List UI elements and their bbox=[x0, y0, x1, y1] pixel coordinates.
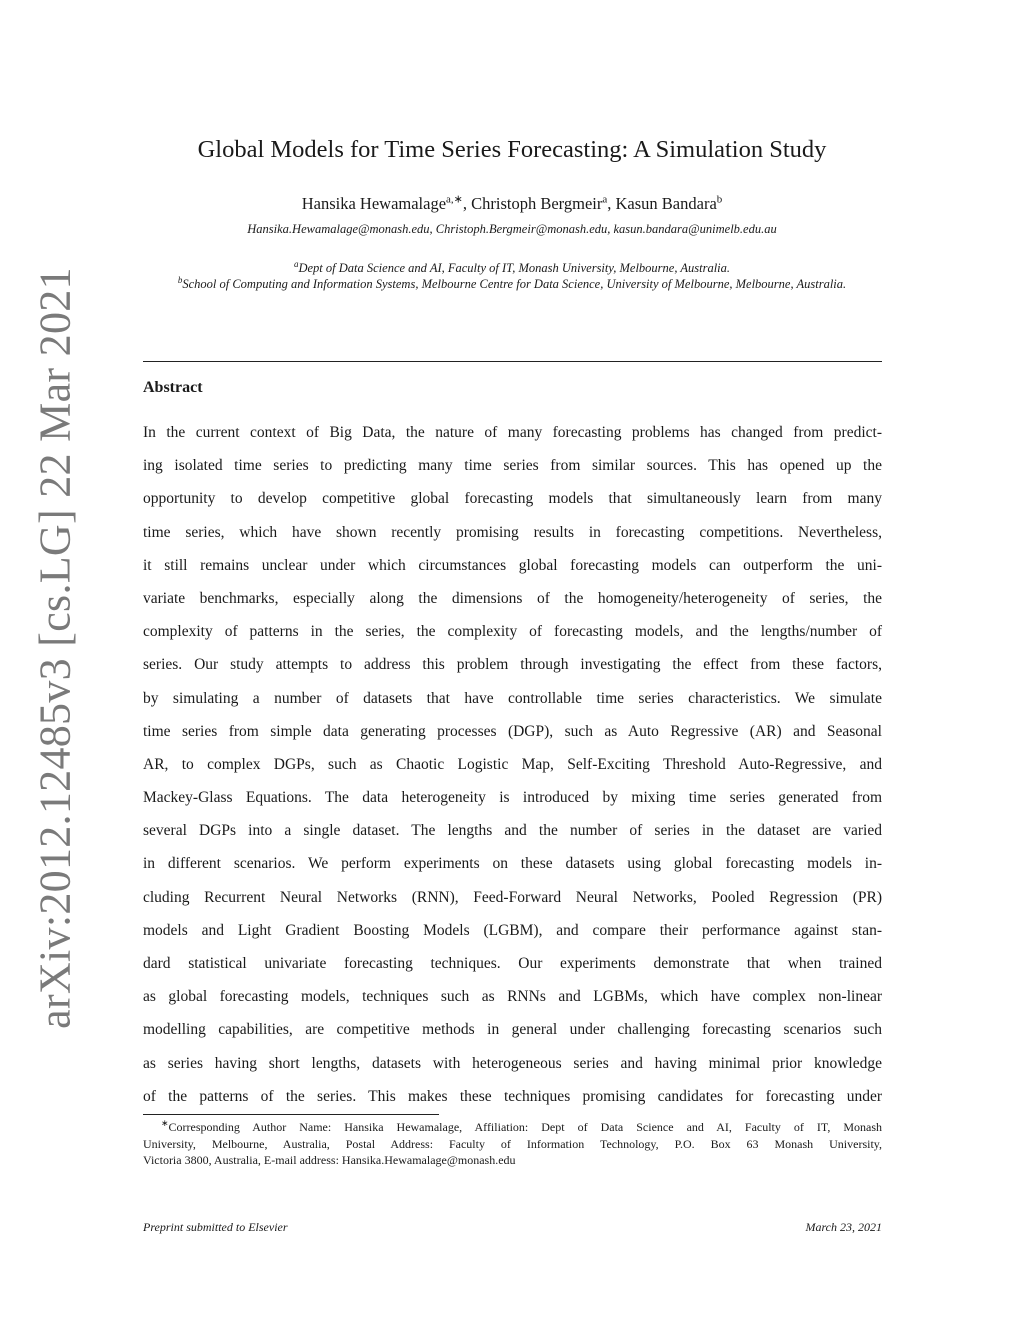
abstract-line: variate benchmarks, especially along the dimensions of the homogeneity/heterogeneity of series, the bbox=[143, 589, 882, 607]
footer-journal-note: Preprint submitted to Elsevier bbox=[143, 1220, 288, 1234]
abstract-line: In the current context of Big Data, the nature of many forecasting problems has changed from predict- bbox=[143, 424, 882, 441]
author-name: Hansika Hewamalage bbox=[301, 193, 447, 213]
footnote-line: University, Melbourne, Australia, Postal Address: Faculty of Information Technology, P.O. Box 63 Monash University, bbox=[143, 1136, 882, 1151]
abstract-body bbox=[143, 416, 882, 1113]
paper-title: Global Models for Time Series Forecasting: A Simulation Study bbox=[197, 136, 827, 163]
affiliation-text: Dept of Data Science and AI, Faculty of IT, Monash University, Melbourne, Australia. bbox=[298, 261, 731, 276]
author-separator: , bbox=[607, 193, 616, 213]
abstract-line: series. Our study attempts to address this problem through investigating the effect from these factors, bbox=[143, 656, 882, 674]
abstract-line: AR, to complex DGPs, such as Chaotic Logistic Map, Self-Exciting Threshold Auto-Regressive, and bbox=[143, 755, 882, 773]
abstract-line: time series from simple data generating processes (DGP), such as Auto Regressive (AR) and Seasonal bbox=[143, 722, 882, 740]
affiliation-mark: b bbox=[177, 275, 183, 285]
abstract-line: as series having short lengths, datasets with heterogeneous series and having minimal prior knowledge bbox=[143, 1054, 882, 1072]
abstract-line: Mackey-Glass Equations. The data heterogeneity is introduced by mixing time series generated from bbox=[143, 789, 882, 807]
abstract-line: time series, which have shown recently promising results in forecasting competitions. Nevertheless, bbox=[143, 523, 882, 541]
footnote-mark: ∗ bbox=[161, 1118, 169, 1128]
abstract-line: opportunity to develop competitive global forecasting models that simultaneously learn from many bbox=[143, 490, 882, 508]
abstract-heading: Abstract bbox=[143, 379, 203, 396]
abstract-line: in different scenarios. We perform experiments on these datasets using global forecasting models in- bbox=[143, 855, 882, 873]
abstract-line: it still remains unclear under which circumstances global forecasting models can outperform the uni- bbox=[143, 556, 882, 574]
abstract-line: by simulating a number of datasets that have controllable time series characteristics. We simulate bbox=[143, 689, 882, 707]
author-name: Kasun Bandara bbox=[615, 193, 717, 213]
affiliation-text: School of Computing and Information Systems, Melbourne Centre for Data Science, University of Melbourne, Melbourne, Australia. bbox=[182, 277, 847, 292]
abstract-line: cluding Recurrent Neural Networks (RNN), Feed-Forward Neural Networks, Pooled Regression (PR) bbox=[143, 888, 882, 906]
arxiv-identifier: arXiv:2012.12485v3 [cs.LG] 22 Mar 2021 bbox=[30, 267, 80, 1029]
abstract-line: as global forecasting models, techniques such as RNNs and LGBMs, which have complex non-linear bbox=[143, 988, 882, 1006]
abstract-line: several DGPs into a single dataset. The lengths and the number of series in the dataset are varied bbox=[143, 822, 882, 840]
author-separator: , bbox=[462, 193, 472, 213]
author-name: Christoph Bergmeir bbox=[471, 193, 603, 213]
author-list bbox=[0, 192, 1024, 214]
abstract-top-rule bbox=[143, 361, 882, 362]
abstract-line: of the patterns of the series. This makes these techniques promising candidates for forecasting under bbox=[143, 1087, 882, 1105]
author bbox=[302, 194, 471, 213]
author-emails: Hansika.Hewamalage@monash.edu, Christoph.Bergmeir@monash.edu, kasun.bandara@unimelb.edu.au bbox=[247, 222, 777, 236]
abstract-line: dard statistical univariate forecasting techniques. Our experiments demonstrate that when trained bbox=[143, 955, 882, 972]
footnote-line bbox=[143, 1119, 882, 1136]
footnote-text: Corresponding Author Name: Hansika Hewamalage, Affiliation: Dept of Data Science and AI, Faculty of IT, Monash bbox=[168, 1120, 882, 1134]
affiliation-mark: a bbox=[293, 259, 299, 269]
footnote bbox=[143, 1119, 882, 1169]
abstract-line: complexity of patterns in the series, the complexity of forecasting models, and the lengths/number of bbox=[143, 623, 882, 641]
abstract-line: models and Light Gradient Boosting Models (LGBM), and compare their performance against stan- bbox=[143, 921, 882, 939]
author-affiliation-mark: b bbox=[716, 193, 723, 205]
author bbox=[616, 194, 723, 213]
footer-date: March 23, 2021 bbox=[805, 1220, 882, 1234]
affiliation-b bbox=[140, 272, 884, 293]
author-affiliation-mark: a bbox=[602, 193, 608, 205]
abstract-line: modelling capabilities, are competitive methods in general under challenging forecasting scenarios such bbox=[143, 1021, 882, 1039]
abstract-line: ing isolated time series to predicting many time series from similar sources. This has opened up the bbox=[143, 457, 882, 475]
footnote-rule bbox=[143, 1114, 439, 1115]
author bbox=[471, 194, 615, 213]
footnote-line: Victoria 3800, Australia, E-mail address: Hansika.Hewamalage@monash.edu bbox=[143, 1153, 516, 1167]
author-affiliation-mark: a,∗ bbox=[446, 193, 463, 205]
